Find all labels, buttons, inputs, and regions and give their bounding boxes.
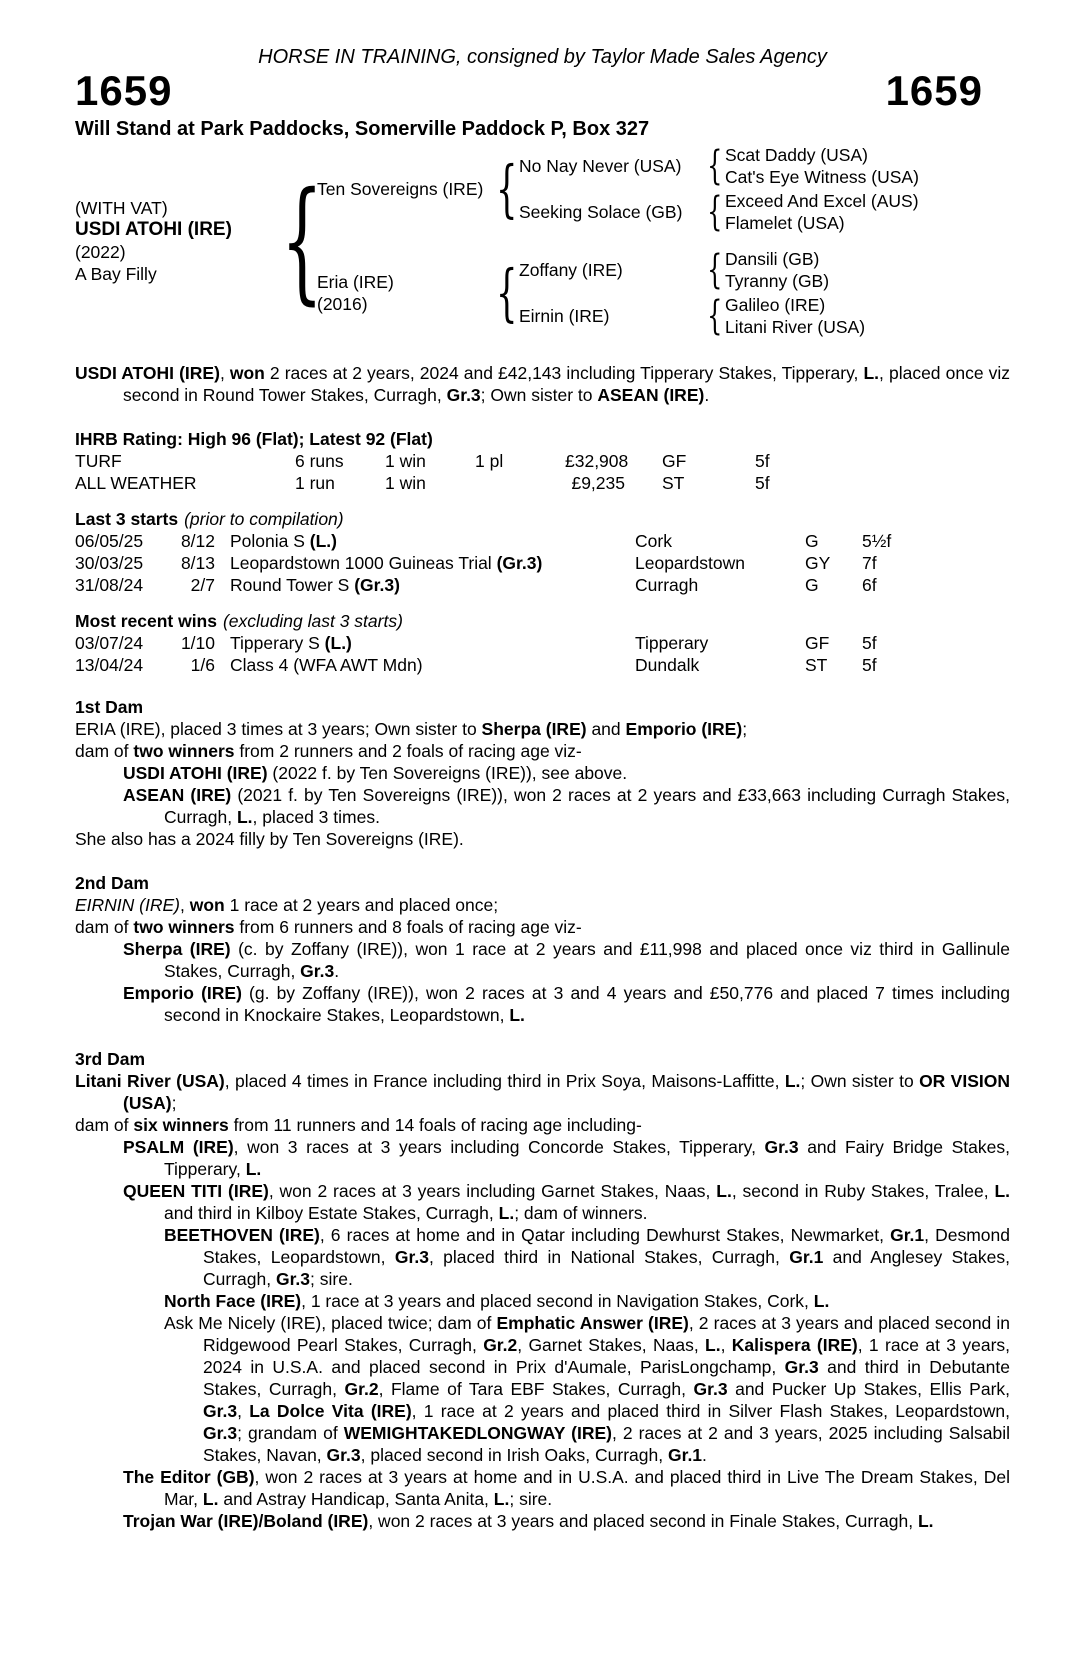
dam-year: (2016) [317,294,368,314]
recent-wins-title: Most recent wins [75,611,217,631]
going-value: ST [805,655,828,675]
wins-value: 1 win [385,451,426,471]
great-grandparent-name: Tyranny (GB) [725,271,830,291]
race-name: Round Tower S (Gr.3) [230,575,400,595]
sire-name: Ten Sovereigns (IRE) [317,179,484,199]
dam-paragraph: USDI ATOHI (IRE) (2022 f. by Ten Sovereigns (IRE)), see above. [123,763,628,783]
places-value: 1 pl [475,451,504,471]
finish-position: 8/13 [180,553,215,573]
grandsire-name: Zoffany (IRE) [519,260,623,280]
dam-paragraph: Sherpa (IRE) (c. by Zoffany (IRE)), won 1 race at 2 years and £11,998 and placed once viz third in Gallinule Stakes, Curragh, Gr.3. [123,939,1010,981]
distance-value: 7f [862,553,877,573]
last-starts-subtitle: (prior to compilation) [184,509,344,529]
race-date: 06/05/25 [75,531,144,551]
dam-paragraph: dam of two winners from 2 runners and 2 foals of racing age viz- [75,741,582,761]
dam-paragraph: Trojan War (IRE)/Boland (IRE), won 2 races at 3 years and placed second in Finale Stakes, Curragh, L. [123,1511,934,1531]
earnings-value: £9,235 [571,473,625,493]
stats-row [75,450,1010,472]
dam-branch [317,248,919,338]
runs-value: 1 run [295,473,335,493]
dam-name: Eria (IRE) (2016) [317,271,495,315]
win-row [75,632,1010,654]
recent-wins-subtitle: (excluding last 3 starts) [222,611,403,631]
lot-number-right: 1659 [885,67,983,114]
dam-paragraph: ASEAN (IRE) (2021 f. by Ten Sovereigns (IRE)), won 2 races at 2 years and £33,663 including Curragh Stakes, Curragh, L., placed 3 times. [123,785,1010,827]
earnings-value: £32,908 [565,451,629,471]
start-row [75,530,1010,552]
win-row [75,654,1010,676]
race-name: Polonia S (L.) [230,531,337,551]
dam-paragraph: She also has a 2024 filly by Ten Sovereigns (IRE). [75,829,464,849]
last-starts-section [75,508,1010,596]
dam-paragraph: BEETHOVEN (IRE), 6 races at home and in Qatar including Dewhurst Stakes, Newmarket, Gr.1, Desmond Stakes, Leopardstown, Gr.3, placed third in National Stakes, Curragh, Gr.1 and Anglesey Stakes, Curragh, Gr.3; sire. [164,1225,1010,1289]
last-starts-heading [75,508,1010,530]
dam-paragraph: PSALM (IRE), won 3 races at 3 years including Concorde Stakes, Tipperary, Gr.3 and Fairy Bridge Stakes, Tipperary, L. [123,1137,1010,1179]
pedigree-brace-small [705,155,725,177]
finish-position: 2/7 [190,575,215,595]
course-name: Cork [635,531,672,551]
going-value: GF [662,451,687,471]
pedigree-brace-dam [495,282,519,304]
dam-paragraph: QUEEN TITI (IRE), won 2 races at 3 years including Garnet Stakes, Naas, L., second in Ruby Stakes, Tralee, L. and third in Kilboy Estate Stakes, Curragh, L.; dam of winners. [123,1181,1010,1223]
runs-value: 6 runs [295,451,344,471]
lot-number-left: 1659 [75,67,173,114]
course-name: Dundalk [635,655,700,675]
stats-row [75,472,1010,494]
recent-wins-heading [75,610,1010,632]
race-name: Class 4 (WFA AWT Mdn) [230,655,423,675]
going-value: GY [805,553,831,573]
granddam-name: Seeking Solace (GB) [519,202,683,222]
great-grandparent-name: Flamelet (USA) [725,213,845,233]
course-name: Tipperary [635,633,709,653]
recent-wins-section [75,610,1010,676]
dam-paragraph: dam of six winners from 11 runners and 14 foals of racing age including- [75,1115,642,1135]
pedigree-subject [75,197,287,285]
third-dam-section [75,1048,1010,1532]
subject-year: (2022) [75,242,126,262]
pedigree-brace-sire [495,178,519,200]
pedigree-generations [317,144,919,338]
dam-paragraph: Litani River (USA), placed 4 times in France including third in Prix Soya, Maisons-Laffitte, L.; Own sister to OR VISION (USA); [75,1071,1010,1113]
first-dam-section [75,696,1010,850]
race-date: 13/04/24 [75,655,144,675]
subject-name: USDI ATOHI (IRE) [75,219,232,240]
dam-paragraph: North Face (IRE), 1 race at 3 years and placed second in Navigation Stakes, Cork, L. [164,1291,830,1311]
stand-location: Will Stand at Park Paddocks, Somerville Paddock P, Box 327 [75,118,650,140]
pedigree-brace-main [287,230,317,252]
race-date: 03/07/24 [75,633,144,653]
first-dam-heading: 1st Dam [75,697,144,717]
distance-value: 5f [755,451,770,471]
finish-position: 8/12 [180,531,215,551]
rating-section [75,428,1010,494]
subject-description: A Bay Filly [75,264,157,284]
grandsire-branch [519,248,865,292]
grandsire-branch [519,144,919,188]
pedigree-brace-small [705,259,725,281]
granddam-branch [519,190,919,234]
last-starts-title: Last 3 starts [75,509,179,529]
course-name: Leopardstown [635,553,745,573]
places-value [475,472,565,494]
pedigree-brace-small [705,305,725,327]
pedigree-brace-small [705,201,725,223]
dam-paragraph: EIRNIN (IRE), won 1 race at 2 years and placed once; [75,895,499,915]
distance-value: 5f [862,655,877,675]
great-grandparent-name: Litani River (USA) [725,317,866,337]
race-summary: USDI ATOHI (IRE), won 2 races at 2 years, 2024 and £42,143 including Tipperary Stakes, Tipperary, L., placed once viz second in Round Tower Stakes, Curragh, Gr.3; Own sister to ASEAN (IRE). [75,363,1010,405]
distance-value: 6f [862,575,877,595]
second-dam-heading: 2nd Dam [75,873,149,893]
start-row [75,552,1010,574]
granddam-branch [519,294,865,338]
race-name: Tipperary S (L.) [230,633,352,653]
dam-paragraph: dam of two winners from 6 runners and 8 foals of racing age viz- [75,917,582,937]
race-date: 30/03/25 [75,553,144,573]
race-name: Leopardstown 1000 Guineas Trial (Gr.3) [230,553,543,573]
wins-value: 1 win [385,473,426,493]
great-grandparent-name: Exceed And Excel (AUS) [725,191,919,211]
going-value: GF [805,633,830,653]
race-date: 31/08/24 [75,575,144,595]
rating-heading: IHRB Rating: High 96 (Flat); Latest 92 (Flat) [75,429,433,449]
surface-label: TURF [75,451,122,471]
second-dam-section [75,872,1010,1026]
great-grandparent-name: Cat's Eye Witness (USA) [725,167,919,187]
going-value: G [805,531,819,551]
dam-paragraph: ERIA (IRE), placed 3 times at 3 years; Own sister to Sherpa (IRE) and Emporio (IRE); [75,719,748,739]
great-grandparent-name: Dansili (GB) [725,249,820,269]
consignor-line: HORSE IN TRAINING, consigned by Taylor Made Sales Agency [258,46,827,68]
distance-value: 5f [755,473,770,493]
dam-paragraph: Emporio (IRE) (g. by Zoffany (IRE)), won 2 races at 3 and 4 years and £50,776 and placed 7 times including second in Knockaire Stakes, Leopardstown, L. [123,983,1010,1025]
surface-label: ALL WEATHER [75,473,197,493]
grandsire-name: No Nay Never (USA) [519,156,682,176]
course-name: Curragh [635,575,699,595]
start-row [75,574,1010,596]
going-value: ST [662,473,685,493]
vat-note: (WITH VAT) [75,198,168,218]
finish-position: 1/10 [180,633,215,653]
dam-paragraph: Ask Me Nicely (IRE), placed twice; dam of Emphatic Answer (IRE), 2 races at 3 years and placed second in Ridgewood Pearl Stakes, Curragh, Gr.2, Garnet Stakes, Naas, L., Kalispera (IRE), 1 race at 3 years, 2024 in U.S.A. and placed second in Prix d'Aumale, ParisLongchamp, Gr.3 and third in Debutante Stakes, Curragh, Gr.2, Flame of Tara EBF Stakes, Curragh, Gr.3 and Pucker Up Stakes, Ellis Park, Gr.3, La Dolce Vita (IRE), 1 race at 2 years and placed third in Silver Flash Stakes, Leopardstown, Gr.3; grandam of WEMIGHTAKEDLONGWAY (IRE), 2 races at 2 and 3 years, 2025 including Salsabil Stakes, Navan, Gr.3, placed second in Irish Oaks, Curragh, Gr.1. [164,1313,1011,1465]
granddam-name: Eirnin (IRE) [519,306,610,326]
sire-branch [317,144,919,234]
third-dam-heading: 3rd Dam [75,1049,146,1069]
pedigree-table [75,144,1010,338]
finish-position: 1/6 [190,655,215,675]
dam-paragraph: The Editor (GB), won 2 races at 3 years at home and in U.S.A. and placed third in Live The Dream Stakes, Del Mar, L. and Astray Handicap, Santa Anita, L.; sire. [123,1467,1010,1509]
distance-value: 5½f [862,531,892,551]
distance-value: 5f [862,633,877,653]
great-grandparent-name: Galileo (IRE) [725,295,826,315]
lot-number-row [75,67,1010,114]
going-value: G [805,575,819,595]
great-grandparent-name: Scat Daddy (USA) [725,145,868,165]
